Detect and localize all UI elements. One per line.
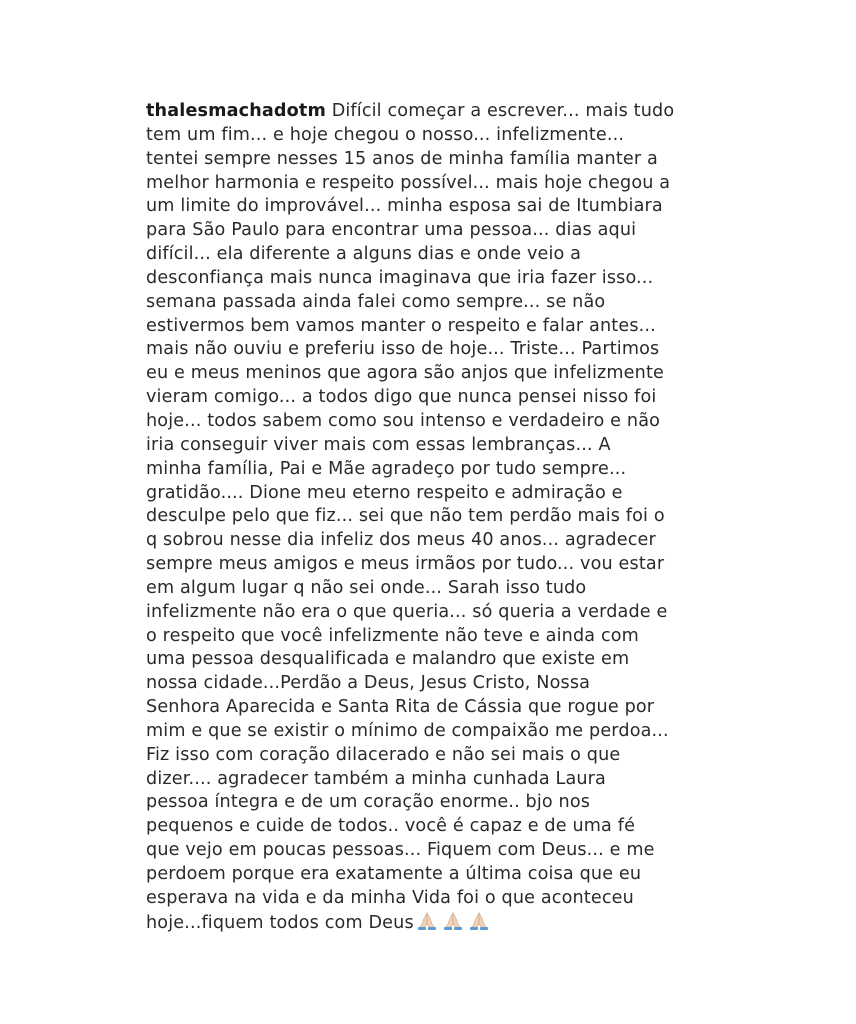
caption-line: um limite do improvável... minha esposa sai de Itumbiara [146,196,663,217]
caption-line [146,911,826,936]
caption-line: minha família, Pai e Mãe agradeço por tudo sempre... [146,458,627,479]
caption-line: q sobrou nesse dia infeliz dos meus 40 anos... agradecer [146,530,656,551]
caption-line: o respeito que você infelizmente não teve e ainda com [146,625,639,646]
caption-line: dizer.... agradecer também a minha cunhada Laura [146,768,606,789]
caption-line: nossa cidade...Perdão a Deus, Jesus Cristo, Nossa [146,673,591,694]
caption-line: vieram comigo... a todos digo que nunca pensei nisso foi [146,387,657,408]
caption-line: hoje... todos sabem como sou intenso e verdadeiro e não [146,410,661,431]
caption-line: infelizmente não era o que queria... só queria a verdade e [146,601,668,622]
praying-hands-icon [415,911,439,931]
caption-line: sempre meus amigos e meus irmãos por tudo... vou estar [146,554,665,575]
caption-line: Fiz isso com coração dilacerado e não sei mais o que [146,744,621,765]
caption-line: mais não ouviu e preferiu isso de hoje... Triste... Partimos [146,339,660,360]
caption-text: Difícil começar a escrever... mais tudo [325,101,675,121]
caption-line [146,100,826,124]
caption-line: em algum lugar q não sei onde... Sarah isso tudo [146,577,587,598]
caption-line: uma pessoa desqualificada e malandro que existe em [146,649,630,670]
caption-line: Senhora Aparecida e Santa Rita de Cássia que rogue por [146,697,655,718]
caption-line: para São Paulo para encontrar uma pessoa... dias aqui [146,220,637,241]
emoji-group [415,911,491,931]
caption-line: pequenos e cuide de todos.. você é capaz e de uma fé [146,816,636,837]
caption-line: iria conseguir viver mais com essas lembranças... A [146,434,611,455]
caption-line: estivermos bem vamos manter o respeito e falar antes... [146,315,656,336]
caption-line: melhor harmonia e respeito possível... mais hoje chegou a [146,172,671,193]
caption-line: eu e meus meninos que agora são anjos que infelizmente [146,363,664,384]
caption-line: difícil... ela diferente a alguns dias e onde veio a [146,244,582,265]
caption-line: desconfiança mais nunca imaginava que iria fazer isso... [146,267,654,288]
caption-line: esperava na vida e da minha Vida foi o que aconteceu [146,887,634,908]
caption-line: tentei sempre nesses 15 anos de minha família manter a [146,148,658,169]
praying-hands-icon [441,911,465,931]
caption-line: que vejo em poucas pessoas... Fiquem com Deus... e me [146,840,655,861]
caption-line: gratidão.... Dione meu eterno respeito e admiração e [146,482,623,503]
caption-line: perdoem porque era exatamente a última coisa que eu [146,864,642,884]
caption-line: desculpe pelo que fiz... sei que não tem perdão mais foi o [146,506,665,527]
praying-hands-icon [467,911,491,931]
caption-line: pessoa íntegra e de um coração enorme.. bjo nos [146,792,591,813]
username-link[interactable]: thalesmachadotm [146,101,326,121]
caption-text: hoje...fiquem todos com Deus [146,912,414,933]
caption-line: mim e que se existir o mínimo de compaixão me perdoa... [146,720,669,741]
caption-line: tem um fim... e hoje chegou o nosso... infelizmente... [146,124,625,145]
caption-line: semana passada ainda falei como sempre... se não [146,291,606,312]
post-caption [146,100,826,936]
